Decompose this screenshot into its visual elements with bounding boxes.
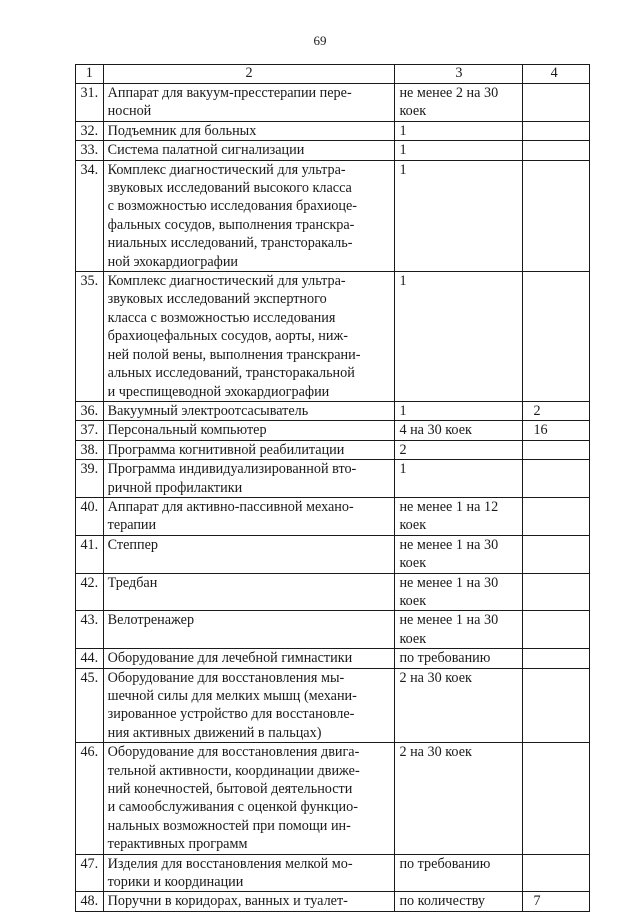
row-number: 32.	[76, 121, 104, 140]
item-quantity: 4 на 30 коек	[395, 421, 523, 440]
item-extra	[523, 141, 590, 160]
row-number: 38.	[76, 440, 104, 459]
table-row	[76, 497, 590, 535]
row-number: 41.	[76, 535, 104, 573]
row-number: 34.	[76, 160, 104, 271]
row-number: 33.	[76, 141, 104, 160]
item-quantity: не менее 1 на 30 коек	[395, 535, 523, 573]
item-extra	[523, 272, 590, 402]
item-name: Аппарат для активно-пассивной механо- терапии	[103, 497, 395, 535]
item-quantity: по требованию	[395, 854, 523, 892]
item-name: Программа индивидуализированной вто- ричной профилактики	[103, 460, 395, 498]
item-quantity: 2 на 30 коек	[395, 668, 523, 743]
table-row	[76, 460, 590, 498]
item-extra	[523, 535, 590, 573]
item-extra	[523, 84, 590, 122]
table-row	[76, 892, 590, 911]
item-quantity: 2	[395, 440, 523, 459]
item-extra	[523, 854, 590, 892]
item-name: Оборудование для лечебной гимнастики	[103, 649, 395, 668]
item-quantity: не менее 1 на 12 коек	[395, 497, 523, 535]
item-name: Тредбан	[103, 573, 395, 611]
item-quantity: не менее 1 на 30 коек	[395, 573, 523, 611]
table-row	[76, 121, 590, 140]
table-row	[76, 573, 590, 611]
table-row	[76, 854, 590, 892]
row-number: 44.	[76, 649, 104, 668]
item-quantity: 1	[395, 460, 523, 498]
item-name: Оборудование для восстановления мы- шечной силы для мелких мышц (механи- зированное устройство для восстановле- ния активных движений в пальцах)	[103, 668, 395, 743]
item-extra	[523, 121, 590, 140]
item-name: Изделия для восстановления мелкой мо- торики и координации	[103, 854, 395, 892]
table-row	[76, 611, 590, 649]
item-name: Велотренажер	[103, 611, 395, 649]
table-header-row	[76, 65, 590, 84]
row-number: 47.	[76, 854, 104, 892]
item-name: Степпер	[103, 535, 395, 573]
item-extra: 16	[523, 421, 590, 440]
row-number: 37.	[76, 421, 104, 440]
table-row	[76, 649, 590, 668]
table-row	[76, 440, 590, 459]
item-quantity: 1	[395, 401, 523, 420]
item-quantity: 1	[395, 272, 523, 402]
item-extra	[523, 497, 590, 535]
table-row	[76, 160, 590, 271]
row-number: 39.	[76, 460, 104, 498]
row-number: 46.	[76, 743, 104, 854]
header-cell: 3	[395, 65, 523, 84]
item-quantity: по требованию	[395, 649, 523, 668]
item-extra	[523, 440, 590, 459]
item-quantity: не менее 2 на 30 коек	[395, 84, 523, 122]
table-row	[76, 84, 590, 122]
table-row	[76, 141, 590, 160]
item-name: Комплекс диагностический для ультра- звуковых исследований экспертного класса с возможностью исследования брахиоцефальных сосудов, аорты, ниж- ней полой вены, выполнения транскрани- альных исследований, трансторакальной и чреспищеводной эхокардиографии	[103, 272, 395, 402]
table-row	[76, 668, 590, 743]
item-quantity: 1	[395, 121, 523, 140]
item-name: Подъемник для больных	[103, 121, 395, 140]
table-row	[76, 272, 590, 402]
item-extra	[523, 743, 590, 854]
table-row	[76, 743, 590, 854]
header-cell: 1	[76, 65, 104, 84]
page-number: 69	[313, 33, 327, 48]
item-quantity: 1	[395, 160, 523, 271]
item-quantity: 2 на 30 коек	[395, 743, 523, 854]
item-extra: 2	[523, 401, 590, 420]
table-row	[76, 535, 590, 573]
item-name: Оборудование для восстановления двига- тельной активности, координации движе- ний конечностей, бытовой деятельности и самообслуживания с оценкой функцио- нальных возможностей при помощи ин- терактивных программ	[103, 743, 395, 854]
item-name: Вакуумный электроотсасыватель	[103, 401, 395, 420]
item-extra: 7	[523, 892, 590, 911]
row-number: 45.	[76, 668, 104, 743]
item-quantity: не менее 1 на 30 коек	[395, 611, 523, 649]
item-name: Программа когнитивной реабилитации	[103, 440, 395, 459]
row-number: 42.	[76, 573, 104, 611]
item-extra	[523, 460, 590, 498]
row-number: 35.	[76, 272, 104, 402]
item-extra	[523, 160, 590, 271]
item-name: Поручни в коридорах, ванных и туалет-	[103, 892, 395, 911]
row-number: 48.	[76, 892, 104, 911]
item-quantity: по количеству	[395, 892, 523, 911]
header-cell: 4	[523, 65, 590, 84]
item-name: Персональный компьютер	[103, 421, 395, 440]
item-extra	[523, 649, 590, 668]
item-name: Аппарат для вакуум-пресстерапии пере- носной	[103, 84, 395, 122]
equipment-table	[75, 64, 590, 912]
item-extra	[523, 611, 590, 649]
item-extra	[523, 668, 590, 743]
item-name: Система палатной сигнализации	[103, 141, 395, 160]
row-number: 40.	[76, 497, 104, 535]
table-row	[76, 421, 590, 440]
header-cell: 2	[103, 65, 395, 84]
row-number: 43.	[76, 611, 104, 649]
item-quantity: 1	[395, 141, 523, 160]
table-row	[76, 401, 590, 420]
row-number: 36.	[76, 401, 104, 420]
item-extra	[523, 573, 590, 611]
row-number: 31.	[76, 84, 104, 122]
item-name: Комплекс диагностический для ультра- звуковых исследований высокого класса с возможностью исследования брахиоце- фальных сосудов, выполнения транскра- ниальных исследований, трансторакаль- ной эхокардиографии	[103, 160, 395, 271]
